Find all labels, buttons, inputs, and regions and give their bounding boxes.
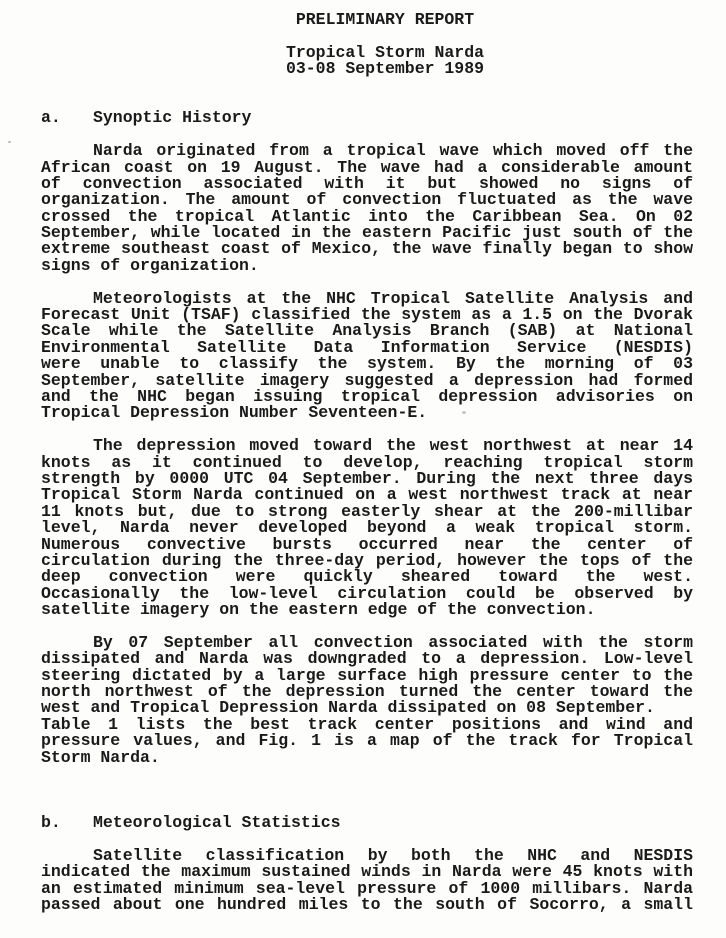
paragraph-line: were unable to classify the system. By the morning of 03 <box>41 354 693 374</box>
report-header <box>59 12 711 78</box>
section-title: Synoptic History <box>93 108 252 128</box>
paragraph-line: Narda originated from a tropical wave which moved off the <box>93 141 693 161</box>
paragraph-line: Tropical Storm Narda continued on a west northwest track at near <box>41 485 693 505</box>
paragraph-line: pressure values, and Fig. 1 is a map of the track for Tropical <box>41 731 693 751</box>
paragraph-line: passed about one hundred miles to the south of Socorro, a small <box>41 895 693 915</box>
paragraph-line: level, Narda never developed beyond a weak tropical storm. <box>41 518 693 538</box>
paragraph-line: By 07 September all convection associated with the storm <box>93 632 693 652</box>
paragraph-line: signs of organization. <box>41 255 259 275</box>
paragraph-line: Scale while the Satellite Analysis Branch (SAB) at National <box>41 321 693 341</box>
section-label: a. <box>41 108 61 128</box>
paragraph-line: steering dictated by a large surface high pressure center to the <box>41 665 693 685</box>
paragraph-line: Numerous convective bursts occurred near the center of <box>41 534 693 554</box>
paragraph-line: Tropical Depression Number Seventeen-E. <box>41 403 428 423</box>
report-body <box>41 12 693 913</box>
section-label: b. <box>41 813 61 833</box>
paragraph-line: indicated the maximum sustained winds in Narda were 45 knots with <box>41 862 693 882</box>
storm-name: Tropical Storm Narda <box>285 42 485 62</box>
paragraph-line: satellite imagery on the eastern edge of the convection. <box>41 600 596 620</box>
paragraph-line: an estimated minimum sea-level pressure of 1000 millibars. Narda <box>41 878 693 898</box>
paragraph-line: knots as it continued to develop, reaching tropical storm <box>41 452 693 472</box>
section-heading <box>41 110 693 126</box>
paragraph-line: deep convection were quickly sheared toward the west. <box>41 567 693 587</box>
paragraph-line: September, while located in the eastern Pacific just south of the <box>41 223 693 243</box>
paragraph <box>41 845 693 915</box>
date-range: 03-08 September 1989 <box>285 59 485 79</box>
paragraph-line: circulation during the three-day period, however the tops of the <box>41 550 693 570</box>
paragraph-line: west and Tropical Depression Narda dissipated on 08 September. <box>41 698 655 718</box>
paragraph-line: extreme southeast coast of Mexico, the wave finally began to show <box>41 239 693 259</box>
paragraph-line: September, satellite imagery suggested a depression had formed <box>41 370 693 390</box>
paragraph-line: Occasionally the low-level circulation could be observed by <box>41 583 693 603</box>
paragraph-line: and the NHC began issuing tropical depression advisories on <box>41 386 693 406</box>
section-title: Meteorological Statistics <box>93 813 341 833</box>
paragraph-line: of convection associated with it but showed no signs of <box>41 173 693 193</box>
paragraph-line: crossed the tropical Atlantic into the Caribbean Sea. On 02 <box>41 206 693 226</box>
paragraph <box>41 143 693 274</box>
paragraph-line: African coast on 19 August. The wave had a considerable amount <box>41 157 693 177</box>
paragraph-line: 11 knots but, due to strong easterly shear at the 200-millibar <box>41 501 693 521</box>
paragraph <box>41 632 693 767</box>
paragraph-line: The depression moved toward the west northwest at near 14 <box>93 436 693 456</box>
paragraph-line: dissipated and Narda was downgraded to a depression. Low-level <box>41 649 693 669</box>
paragraph-line: Satellite classification by both the NHC and NESDIS <box>93 845 693 865</box>
paragraph <box>41 438 693 618</box>
paragraph-line: Storm Narda. <box>41 747 160 767</box>
section-heading <box>41 815 693 831</box>
paragraph-line: north northwest of the depression turned the center toward the <box>41 682 693 702</box>
paragraph-line: Forecast Unit (TSAF) classified the system as a 1.5 on the Dvorak <box>41 305 693 325</box>
report-title: PRELIMINARY REPORT <box>295 10 475 29</box>
paragraph-line: strength by 0000 UTC 04 September. During the next three days <box>41 468 693 488</box>
paragraph-line: Meteorologists at the NHC Tropical Satellite Analysis and <box>93 288 693 308</box>
paragraph-line: Table 1 lists the best track center positions and wind and <box>41 714 693 734</box>
scan-speck <box>8 141 11 143</box>
paragraph-line: organization. The amount of convection fluctuated as the wave <box>41 190 693 210</box>
paragraph <box>41 288 693 423</box>
paragraph-line: Environmental Satellite Data Information Service (NESDIS) <box>41 337 693 357</box>
report-sections <box>41 78 693 914</box>
